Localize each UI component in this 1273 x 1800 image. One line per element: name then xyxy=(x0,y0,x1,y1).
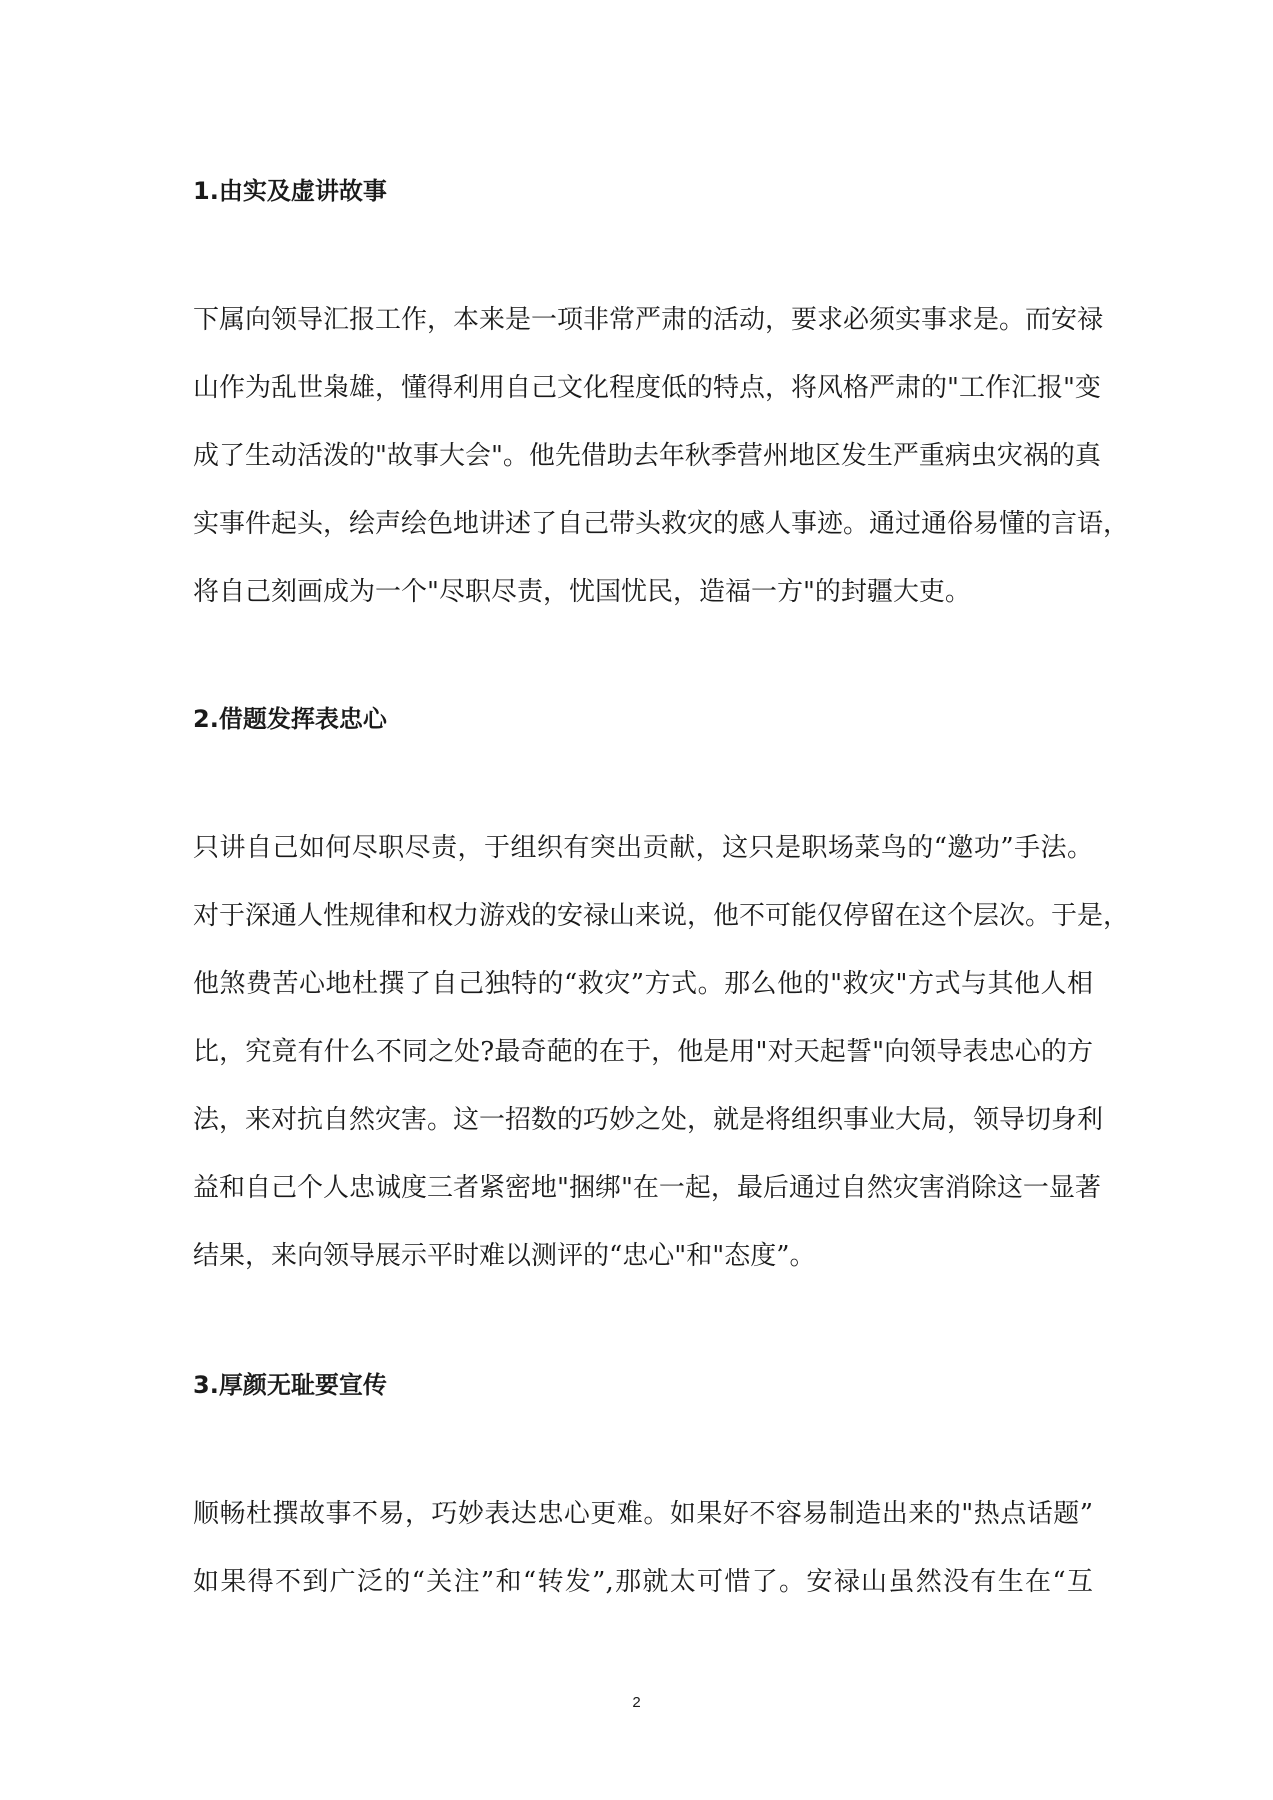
paragraph-line: 法，来对抗自然灾害。这一招数的巧妙之处，就是将组织事业大局，领导切身利 xyxy=(193,1105,1104,1135)
paragraph-line: 实事件起头，绘声绘色地讲述了自己带头救灾的感人事迹。通过通俗易懂的言语， xyxy=(193,509,1130,539)
paragraph-line: 他煞费苦心地杜撰了自己独特的“救灾”方式。那么他的"救灾"方式与其他人相 xyxy=(193,969,1093,999)
paragraph-line: 对于深通人性规律和权力游戏的安禄山来说，他不可能仅停留在这个层次。于是， xyxy=(193,901,1130,931)
paragraph-line: 益和自己个人忠诚度三者紧密地"捆绑"在一起，最后通过自然灾害消除这一显著 xyxy=(193,1173,1101,1203)
paragraph-line: 比，究竟有什么不同之处?最奇葩的在于，他是用"对天起誓"向领导表忠心的方 xyxy=(193,1037,1093,1067)
paragraph-line: 只讲自己如何尽职尽责，于组织有突出贡献，这只是职场菜鸟的“邀功”手法。 xyxy=(193,833,1093,863)
page-number: 2 xyxy=(632,1694,641,1711)
paragraph-line: 将自己刻画成为一个"尽职尽责，忧国忧民，造福一方"的封疆大吏。 xyxy=(193,577,971,607)
section-paragraph-3 xyxy=(193,1480,1093,1616)
section-heading-3: 3.厚颜无耻要宣传 xyxy=(193,1371,387,1399)
paragraph-line: 山作为乱世枭雄，懂得利用自己文化程度低的特点，将风格严肃的"工作汇报"变 xyxy=(193,373,1101,403)
paragraph-line: 成了生动活泼的"故事大会"。他先借助去年秋季营州地区发生严重病虫灾祸的真 xyxy=(193,441,1101,471)
paragraph-line: 结果，来向领导展示平时难以测评的“忠心"和"态度”。 xyxy=(193,1241,816,1271)
section-paragraph-1 xyxy=(193,286,1130,626)
section-heading-2: 2.借题发挥表忠心 xyxy=(193,705,387,733)
paragraph-line: 顺畅杜撰故事不易，巧妙表达忠心更难。如果好不容易制造出来的"热点话题” xyxy=(193,1499,1093,1529)
paragraph-line: 下属向领导汇报工作，本来是一项非常严肃的活动，要求必须实事求是。而安禄 xyxy=(193,305,1104,335)
section-heading-1: 1.由实及虚讲故事 xyxy=(193,177,387,205)
paragraph-line: 如果得不到广泛的“关注”和“转发”,那就太可惜了。安禄山虽然没有生在“互 xyxy=(193,1567,1093,1597)
section-paragraph-2 xyxy=(193,814,1130,1290)
